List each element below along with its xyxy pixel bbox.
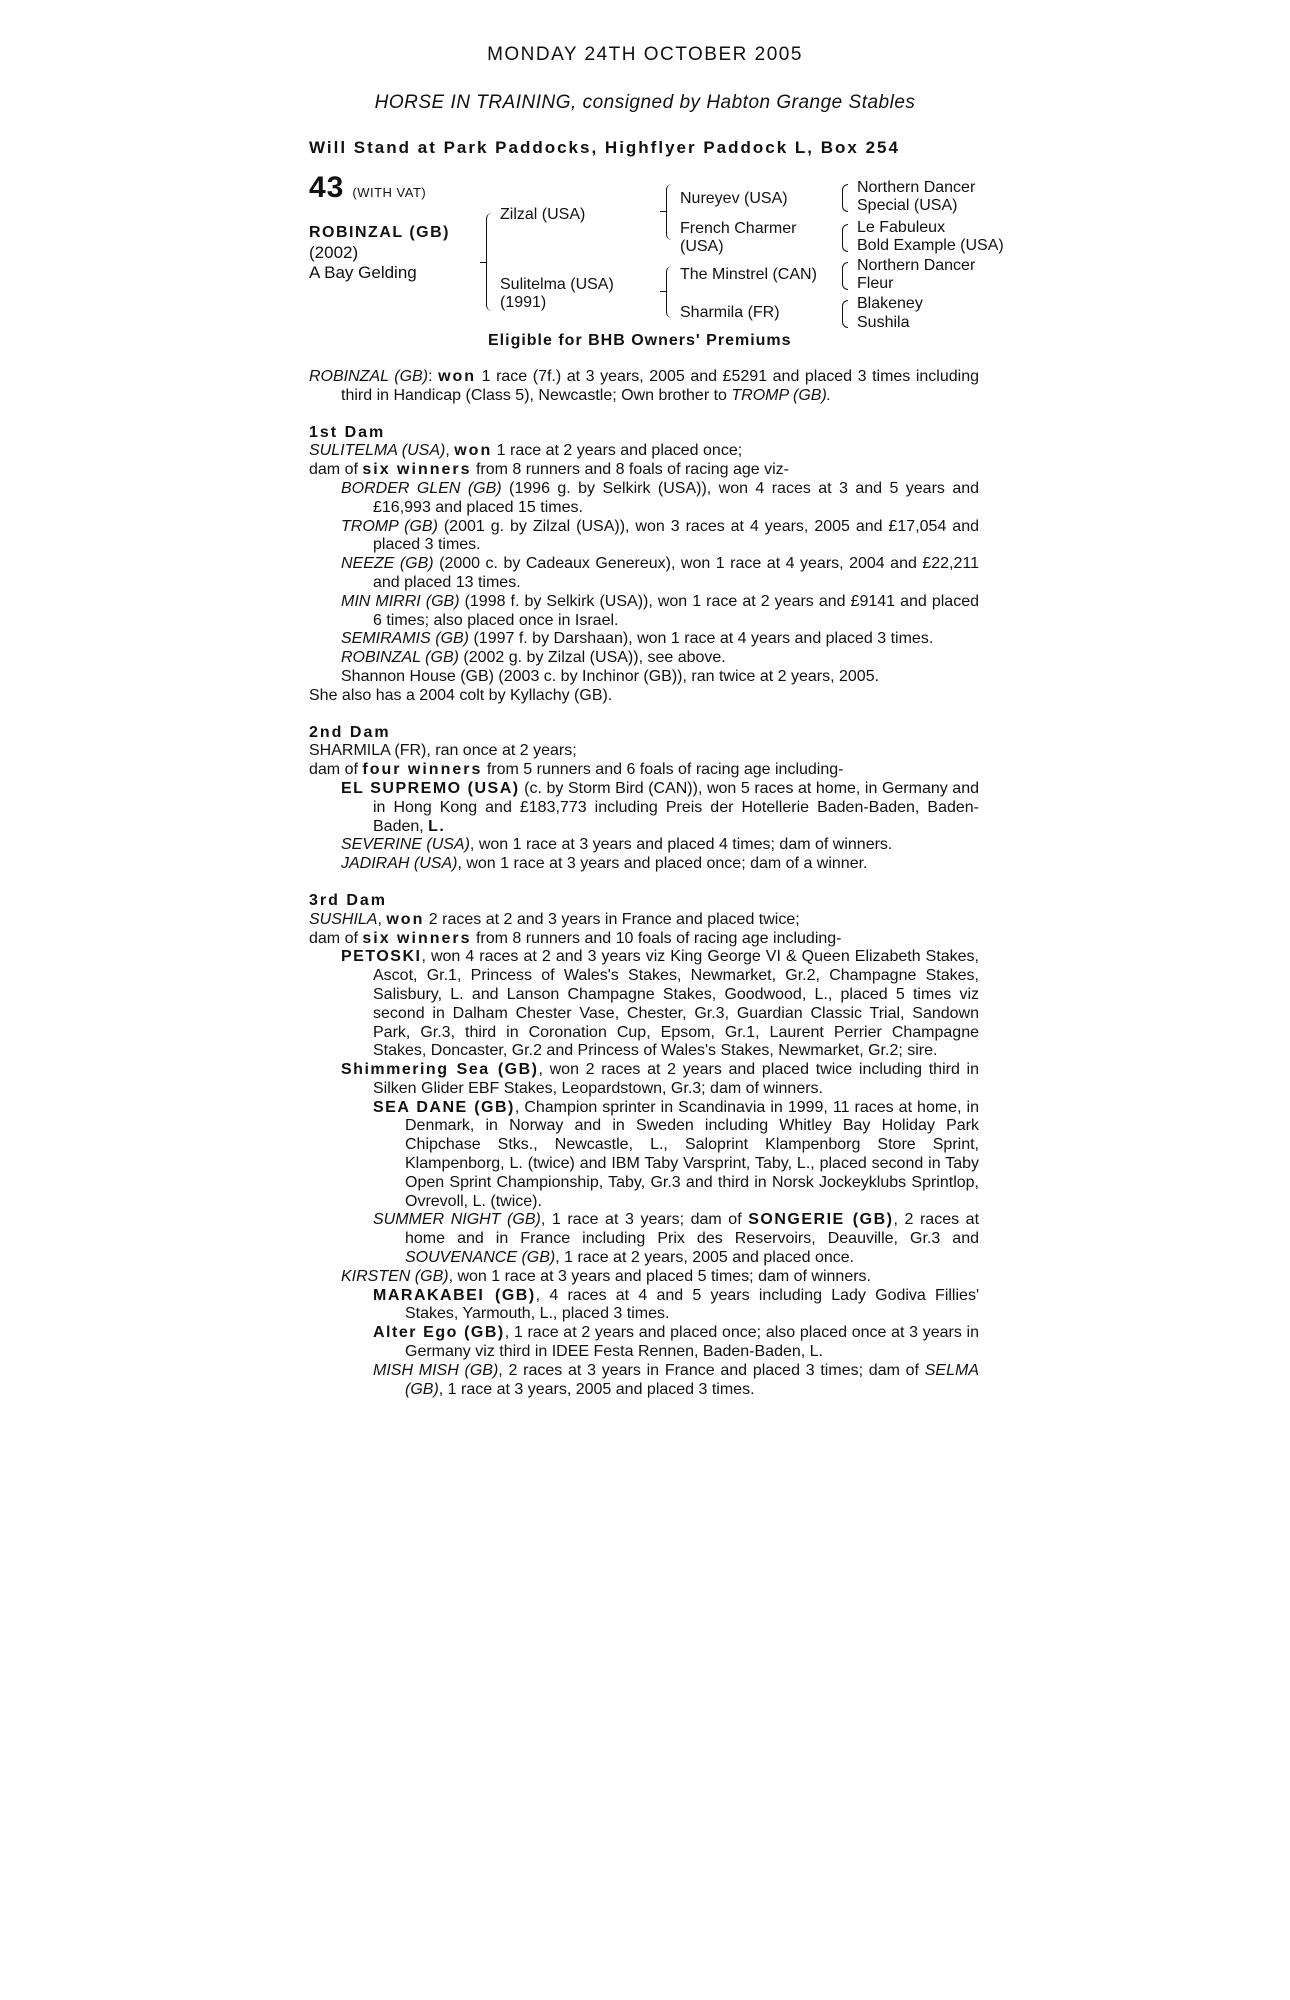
progeny-text: (2000 c. by Cadeaux Genereux), won 1 race at 4 years, 2004 and £22,211 and placed 13 times. xyxy=(373,555,980,591)
stand-location: Will Stand at Park Paddocks, Highflyer Paddock L, Box 254 xyxy=(309,138,900,157)
second-dam-heading: 2nd Dam xyxy=(309,723,391,741)
pedigree-g7: Blakeney xyxy=(857,295,923,312)
progeny-text: , 2 races at home and in France including Prix des Reservoirs, Deauville, Gr.3 and xyxy=(405,1211,980,1248)
premium-eligibility: Eligible for BHB Owners' Premiums xyxy=(488,332,792,349)
progeny-entry xyxy=(341,836,979,855)
pedigree-dam-dam: Sharmila (FR) xyxy=(680,304,780,321)
pedigree-g6: Fleur xyxy=(857,275,894,292)
third-dam-produce-pre: dam of xyxy=(309,929,363,947)
horse-summary xyxy=(309,368,979,406)
progeny-entry xyxy=(341,480,979,518)
progeny-entry xyxy=(341,649,979,668)
progeny-entry xyxy=(341,1268,979,1287)
progeny-name: MISH MISH (GB) xyxy=(373,1361,499,1379)
first-dam-name: SULITELMA (USA) xyxy=(309,442,446,460)
pedigree-brace-dam-point xyxy=(660,291,666,292)
progeny-text: , 1 race at 2 years, 2005 and placed once. xyxy=(555,1249,855,1267)
progeny-entry xyxy=(341,948,979,1061)
horse-year: (2002) xyxy=(309,243,359,262)
progeny-text: , 4 races at 4 and 5 years including Lady Godiva Fillies' Stakes, Yarmouth, L., placed 3 times. xyxy=(405,1286,979,1323)
catalogue-body xyxy=(309,368,979,1399)
first-dam-heading: 1st Dam xyxy=(309,423,386,441)
pedigree-sire: Zilzal (USA) xyxy=(500,206,586,223)
grand-progeny-entry xyxy=(373,1287,979,1325)
third-dam-name: SUSHILA xyxy=(309,910,378,928)
pedigree-brace-dam xyxy=(666,266,672,318)
pedigree-g3: Le Fabuleux xyxy=(857,219,946,236)
progeny-name: Shimmering Sea (GB) xyxy=(341,1061,539,1079)
pedigree-brace-g2 xyxy=(842,224,848,252)
third-dam-text: 2 races at 2 and 3 years in France and placed twice; xyxy=(424,910,800,928)
grand-progeny-entry xyxy=(373,1324,979,1362)
progeny-name: Alter Ego (GB) xyxy=(373,1324,505,1342)
progeny-text: , won 1 race at 3 years and placed 4 times; dam of winners. xyxy=(469,836,893,854)
summary-brother: TROMP (GB). xyxy=(731,386,832,404)
pedigree-brace-g1 xyxy=(842,184,848,212)
progeny-text: (1997 f. by Darshaan), won 1 race at 4 years and placed 3 times. xyxy=(469,630,934,648)
consignment-line: HORSE IN TRAINING, consigned by Habton Grange Stables xyxy=(374,92,916,113)
progeny-name: TROMP (GB) xyxy=(341,517,438,535)
progeny-text: (2002 g. by Zilzal (USA)), see above. xyxy=(458,649,726,667)
third-dam-produce-post: from 8 runners and 10 foals of racing age including- xyxy=(471,929,842,947)
third-dam-produce xyxy=(309,930,979,949)
progeny-name: BORDER GLEN (GB) xyxy=(341,479,502,497)
lot-number: 43 xyxy=(309,171,345,204)
progeny-text: , won 1 race at 3 years and placed once; dam of a winner. xyxy=(457,855,868,873)
progeny-entry xyxy=(341,780,979,836)
pedigree-brace-g4 xyxy=(842,300,848,328)
third-dam-won: won xyxy=(386,910,425,928)
pedigree-dam-year: (1991) xyxy=(500,294,547,311)
progeny-name: SEVERINE (USA) xyxy=(341,836,470,854)
progeny-name: KIRSTEN (GB) xyxy=(341,1267,449,1285)
progeny-entry xyxy=(341,855,979,874)
first-dam-comma: , xyxy=(445,442,455,460)
progeny-text: (1998 f. by Selkirk (USA)), won 1 race at 2 years and £9141 and placed 6 times; also placed once in Israel. xyxy=(373,592,980,629)
horse-description: A Bay Gelding xyxy=(309,263,417,282)
progeny-name: SEA DANE (GB) xyxy=(373,1098,515,1116)
vat-note: (WITH VAT) xyxy=(352,185,427,200)
progeny-entry xyxy=(341,593,979,631)
pedigree-sire-sire: Nureyev (USA) xyxy=(680,190,788,207)
progeny-name: NEEZE (GB) xyxy=(341,555,434,573)
progeny-entry-plain: Shannon House (GB) (2003 c. by Inchinor (GB)), ran twice at 2 years, 2005. xyxy=(341,667,880,685)
progeny-text: , won 1 race at 3 years and placed 5 times; dam of winners. xyxy=(448,1267,871,1285)
first-dam-also: She also has a 2004 colt by Kyllachy (GB). xyxy=(309,686,613,704)
pedigree-brace-main-point xyxy=(480,262,486,263)
second-dam-produce xyxy=(309,761,979,780)
progeny-name: SELMA (GB) xyxy=(405,1361,979,1398)
sale-date: MONDAY 24TH OCTOBER 2005 xyxy=(487,44,803,65)
summary-sep: : xyxy=(428,368,439,385)
third-dam-line xyxy=(309,911,979,930)
summary-text: 1 race (7f.) at 3 years, 2005 and £5291 and placed 3 times including third in Handicap (Class 5), Newcastle; Own brother to xyxy=(341,368,980,404)
first-dam-won: won xyxy=(454,442,493,460)
progeny-name: SONGERIE (GB) xyxy=(748,1211,894,1229)
third-dam-comma: , xyxy=(377,910,387,928)
progeny-name: JADIRAH (USA) xyxy=(341,855,458,873)
grand-progeny-entry xyxy=(373,1362,979,1400)
pedigree-g1: Northern Dancer xyxy=(857,179,976,196)
pedigree-dam-sire: The Minstrel (CAN) xyxy=(680,266,817,283)
progeny-text: , Champion sprinter in Scandinavia in 1999, 11 races at home, in Denmark, in Norway and in Sweden including Whitley Bay Holiday Park Chipchase Stks., Newcastle, L., Saloprint Klampenborg Store Sprint, Klampenborg, L. (twice) and IBM Taby Varsprint, Taby, L., placed second in Taby Open Sprint Championship, Taby, Gr.3 and third in Norsk Jockeyklubs Sprintlop, Ovrevoll, L. (twice). xyxy=(405,1098,980,1210)
progeny-text: , won 4 races at 2 and 3 years viz King George VI & Queen Elizabeth Stakes, Ascot, Gr.1, Princess of Wales's Stakes, Newmarket, Gr.2, Champagne Stakes, Salisbury, L. and Lanson Champagne Stakes, Goodwood, L., placed 5 times viz second in Dalham Chester Vase, Chester, Gr.3, Guardian Classic Trial, Sandown Park, Gr.3, third in Coronation Cup, Epsom, Gr.1, Laurent Perrier Champagne Stakes, Doncaster, Gr.2 and Princess of Wales's Stakes, Newmarket, Gr.2; sire. xyxy=(373,948,979,1060)
progeny-entry xyxy=(341,555,979,593)
progeny-name: PETOSKI xyxy=(341,948,422,966)
pedigree-sire-dam-1: French Charmer xyxy=(680,220,797,237)
pedigree-g5: Northern Dancer xyxy=(857,257,976,274)
progeny-text: , won 2 races at 2 years and placed twice including third in Silken Glider EBF Stakes, Leopardstown, Gr.3; dam of winners. xyxy=(373,1061,980,1097)
pedigree-g8: Sushila xyxy=(857,314,910,331)
progeny-name: EL SUPREMO (USA) xyxy=(341,779,520,797)
progeny-text: , 2 races at 3 years in France and placed 3 times; dam of xyxy=(498,1361,925,1379)
progeny-text: , 1 race at 2 years and placed once; also placed once at 3 years in Germany viz third in IDEE Festa Rennen, Baden-Baden, L. xyxy=(405,1324,980,1361)
grand-progeny-entry xyxy=(373,1211,979,1267)
progeny-name: SOUVENANCE (GB) xyxy=(405,1249,556,1267)
pedigree-brace-g3 xyxy=(842,262,848,290)
first-dam-produce-pre: dam of xyxy=(309,461,363,479)
progeny-text: (c. by Storm Bird (CAN)), won 5 races at home, in Germany and in Hong Kong and £183,773 including Preis der Hotellerie Baden-Baden, Baden-Baden, xyxy=(373,779,979,835)
first-dam-text: 1 race at 2 years and placed once; xyxy=(492,442,743,460)
progeny-entry xyxy=(341,1061,979,1099)
first-dam-produce xyxy=(309,461,979,480)
progeny-text: (2001 g. by Zilzal (USA)), won 3 races at 4 years, 2005 and £17,054 and placed 3 times. xyxy=(373,517,979,554)
progeny-text: , 1 race at 3 years, 2005 and placed 3 times. xyxy=(438,1380,755,1398)
progeny-name: SUMMER NIGHT (GB) xyxy=(373,1211,541,1229)
progeny-text: , 1 race at 3 years; dam of xyxy=(540,1211,749,1229)
progeny-entry xyxy=(341,518,979,556)
lot-info xyxy=(309,171,450,283)
progeny-text: (1996 g. by Selkirk (USA)), won 4 races at 3 and 5 years and £16,993 and placed 15 times. xyxy=(373,479,980,516)
pedigree-brace-main xyxy=(486,213,492,311)
pedigree-dam: Sulitelma (USA) xyxy=(500,276,614,293)
pedigree-sire-dam-2: (USA) xyxy=(680,238,724,255)
first-dam-winners: six winners xyxy=(362,461,472,479)
progeny-name: SEMIRAMIS (GB) xyxy=(341,630,470,648)
grand-progeny-entry xyxy=(373,1099,979,1212)
second-dam-winners: four winners xyxy=(362,761,483,779)
progeny-entry xyxy=(341,630,979,649)
progeny-name: ROBINZAL (GB) xyxy=(341,649,459,667)
second-dam-line: SHARMILA (FR), ran once at 2 years; xyxy=(309,742,577,760)
pedigree-g4: Bold Example (USA) xyxy=(857,237,1004,254)
summary-horse-name: ROBINZAL (GB) xyxy=(309,368,429,385)
pedigree-brace-sire-point xyxy=(660,211,666,212)
progeny-name: MIN MIRRI (GB) xyxy=(341,592,460,610)
progeny-name: MARAKABEI (GB) xyxy=(373,1286,536,1304)
third-dam-heading: 3rd Dam xyxy=(309,891,388,909)
pedigree-g2: Special (USA) xyxy=(857,197,958,214)
listed-mark: L. xyxy=(428,817,446,835)
horse-name: ROBINZAL (GB) xyxy=(309,224,450,241)
summary-won: won xyxy=(438,368,477,385)
second-dam-produce-pre: dam of xyxy=(309,761,363,779)
third-dam-winners: six winners xyxy=(362,929,472,947)
second-dam-produce-post: from 5 runners and 6 foals of racing age including- xyxy=(482,761,844,779)
first-dam-produce-post: from 8 runners and 8 foals of racing age viz- xyxy=(471,461,790,479)
pedigree-brace-sire xyxy=(666,184,672,240)
first-dam-line xyxy=(309,442,979,461)
